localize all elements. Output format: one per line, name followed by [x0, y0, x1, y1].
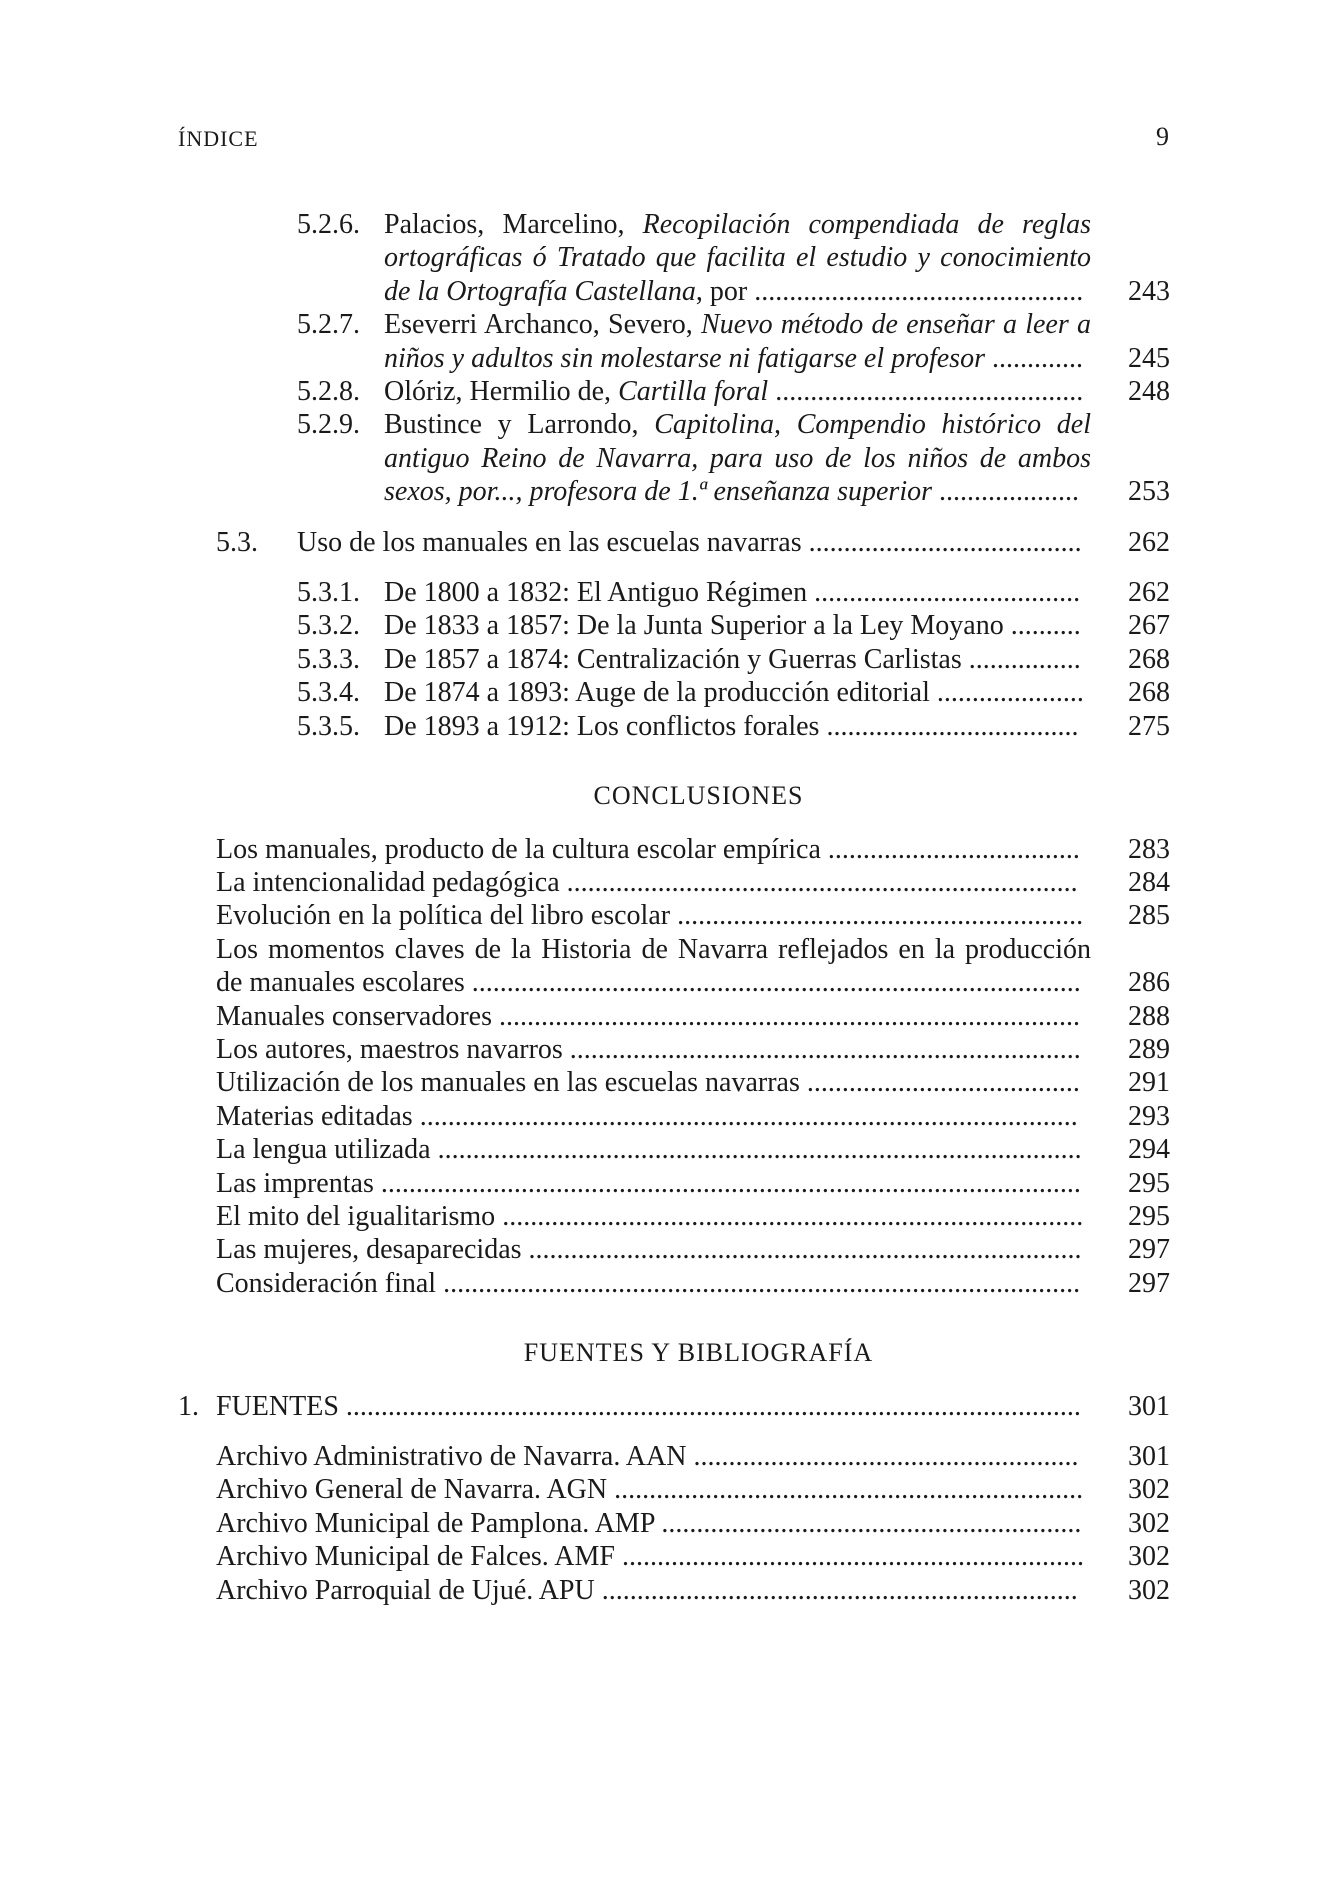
toc-entry[interactable] [0, 1133, 1337, 1166]
entry-title [216, 1473, 1091, 1506]
entry-page-number: 243 [1128, 275, 1170, 307]
leader-dots: ....................................... [801, 526, 1082, 558]
entry-page-number: 291 [1128, 1067, 1170, 1099]
toc-entry[interactable] [0, 899, 1337, 932]
entry-title [384, 576, 1091, 609]
entry-page-number: 302 [1128, 1541, 1170, 1573]
entry-title [384, 375, 1091, 408]
entry-title-text: El mito del igualitarismo [216, 1200, 496, 1232]
entry-title [216, 866, 1091, 899]
entry-title [216, 1033, 1091, 1066]
toc-entry[interactable] [0, 408, 1337, 508]
toc-entry[interactable] [0, 1066, 1337, 1099]
entry-title-text: Las imprentas [216, 1167, 374, 1199]
entry-title-text: Utilización de los manuales en las escuelas navarras [216, 1067, 800, 1099]
entry-title-text: De 1874 a 1893: Auge de la producción editorial [384, 677, 930, 709]
entry-page-number: 284 [1128, 866, 1170, 898]
table-of-contents [0, 208, 1337, 1607]
toc-entry[interactable] [0, 1390, 1337, 1423]
entry-page-number: 253 [1128, 476, 1170, 508]
entry-title-text: Palacios, Marcelino, [384, 209, 643, 240]
entry-title-text: Archivo Municipal de Pamplona. AMP [216, 1507, 655, 1539]
leader-dots: ........................................................................................... [436, 1267, 1081, 1299]
toc-entry[interactable] [0, 1000, 1337, 1033]
entry-title-text: De 1857 a 1874: Centralización y Guerras Carlistas [384, 643, 962, 675]
leader-dots: ...................................... [807, 577, 1081, 609]
entry-title-text: Archivo General de Navarra. AGN [216, 1474, 608, 1506]
entry-number: 5.3.5. [297, 710, 360, 742]
entry-title-text: Uso de los manuales en las escuelas navarras [297, 526, 802, 558]
entry-title [384, 643, 1091, 676]
leader-dots: .................................... [820, 833, 1080, 865]
section-heading-conclusiones: CONCLUSIONES [593, 781, 804, 811]
entry-title [216, 1267, 1091, 1300]
leader-dots: ....................................... [799, 1067, 1080, 1099]
entry-title [384, 710, 1091, 743]
toc-entry[interactable] [0, 1507, 1337, 1540]
toc-entry[interactable] [0, 576, 1337, 609]
toc-entry[interactable] [0, 643, 1337, 676]
entry-title-italic: Cartilla foral [618, 376, 769, 408]
leader-dots: .................................................................................................... [373, 1167, 1081, 1199]
entry-page-number: 245 [1128, 342, 1170, 374]
entry-page-number: 288 [1128, 1000, 1170, 1032]
entry-title-text: Evolución en la política del libro escolar [216, 900, 671, 932]
leader-dots: ..................... [929, 677, 1084, 709]
toc-entry[interactable] [0, 526, 1337, 559]
entry-title [216, 1507, 1091, 1540]
entry-title [216, 1000, 1091, 1033]
entry-page-number: 262 [1128, 577, 1170, 609]
entry-title-text: De 1800 a 1832: El Antiguo Régimen [384, 577, 808, 609]
entry-title [216, 1574, 1091, 1607]
toc-entry[interactable] [0, 308, 1337, 375]
entry-title-text: Olóriz, Hermilio de, [384, 376, 619, 408]
toc-entry[interactable] [0, 1473, 1337, 1506]
entry-page-number: 297 [1128, 1234, 1170, 1266]
entry-title-text: Eseverri Archanco, Severo, [384, 309, 702, 341]
leader-dots: ................................................................... [607, 1474, 1084, 1506]
entry-number: 5.3.1. [297, 577, 360, 609]
entry-title [216, 899, 1091, 932]
entry-title-text: Archivo Parroquial de Ujué. APU [216, 1574, 595, 1606]
entry-page-number: 275 [1128, 710, 1170, 742]
entry-page-number: 301 [1128, 1390, 1170, 1422]
entry-title [216, 1233, 1091, 1266]
entry-number: 5.2.8. [297, 376, 360, 408]
entry-title [384, 609, 1091, 642]
entry-number: 5.2.6. [297, 209, 360, 240]
entry-number: 5.3.4. [297, 677, 360, 709]
entry-title-text: De 1833 a 1857: De la Junta Superior a la Ley Moyano [384, 610, 1004, 642]
toc-entry[interactable] [0, 1200, 1337, 1233]
entry-title-italic: Capitolina, Compendio histórico del antiguo Reino de Navarra, para uso de los niños de ambos sexos, por..., profesora de 1.ª enseñanza superior [384, 409, 1091, 508]
entry-page-number: 302 [1128, 1574, 1170, 1606]
toc-entry[interactable] [0, 1440, 1337, 1473]
toc-entry[interactable] [0, 1033, 1337, 1066]
entry-title-text: La lengua utilizada [216, 1134, 431, 1166]
toc-entry[interactable] [0, 1100, 1337, 1133]
page-number: 9 [1156, 122, 1170, 151]
toc-entry[interactable] [0, 208, 1337, 308]
entry-page-number: 293 [1128, 1100, 1170, 1132]
entry-title [384, 308, 1091, 375]
entry-title-text: Materias editadas [216, 1100, 413, 1132]
entry-title-text: Los manuales, producto de la cultura escolar empírica [216, 833, 821, 865]
leader-dots: ............................................................................................ [430, 1134, 1082, 1166]
entry-page-number: 295 [1128, 1167, 1170, 1199]
toc-entry[interactable] [0, 676, 1337, 709]
leader-dots: ......................................................................................................... [338, 1390, 1081, 1422]
entry-title-text: Las mujeres, desaparecidas [216, 1234, 522, 1266]
entry-page-number: 268 [1128, 677, 1170, 709]
entry-title [216, 1133, 1091, 1166]
entry-title-text: Los momentos claves de la Historia de Navarra reflejados en la producción de manuales escolares [216, 933, 1091, 999]
leader-dots: .......................................................... [670, 900, 1084, 932]
leader-dots: ................................................................................... [495, 1200, 1084, 1232]
leader-dots: ................ [961, 643, 1081, 675]
entry-title [216, 833, 1091, 866]
leader-dots: .................... [932, 476, 1079, 508]
spacer [0, 509, 1337, 526]
toc-entry[interactable] [0, 375, 1337, 408]
entry-page-number: 302 [1128, 1474, 1170, 1506]
entry-number: 1. [178, 1390, 199, 1422]
entry-title [216, 1540, 1091, 1573]
leader-dots: ................................................................................... [492, 1000, 1081, 1032]
entry-title-text: FUENTES [216, 1390, 339, 1422]
entry-title-text: De 1893 a 1912: Los conflictos forales [384, 710, 820, 742]
entry-page-number: 297 [1128, 1267, 1170, 1299]
section-heading-fuentes: FUENTES Y BIBLIOGRAFÍA [523, 1338, 874, 1368]
entry-title-text: La intencionalidad pedagógica [216, 866, 560, 898]
toc-entry[interactable] [0, 866, 1337, 899]
entry-title [216, 1440, 1091, 1473]
entry-page-number: 262 [1128, 526, 1170, 558]
leader-dots: ............................................... [747, 275, 1084, 307]
leader-dots: ....................................................................................... [464, 967, 1081, 999]
toc-entry[interactable] [0, 710, 1337, 743]
entry-number: 5.2.9. [297, 409, 360, 441]
toc-entry[interactable] [0, 833, 1337, 866]
entry-title [384, 208, 1091, 308]
entry-title [216, 1100, 1091, 1133]
entry-title [216, 933, 1091, 1000]
entry-title-text: Archivo Municipal de Falces. AMF [216, 1541, 615, 1573]
entry-page-number: 289 [1128, 1033, 1170, 1065]
entry-page-number: 285 [1128, 900, 1170, 932]
entry-title [216, 1066, 1091, 1099]
toc-entry[interactable] [0, 1233, 1337, 1266]
spacer [0, 1423, 1337, 1440]
leader-dots: .................................................................. [614, 1541, 1084, 1573]
entry-page-number: 268 [1128, 643, 1170, 675]
entry-title-text: , por [695, 275, 748, 307]
leader-dots: .......... [1003, 610, 1081, 642]
toc-entry[interactable] [0, 1167, 1337, 1200]
leader-dots: .................................... [819, 710, 1079, 742]
leader-dots: ............................................................ [654, 1507, 1082, 1539]
toc-entry[interactable] [0, 1540, 1337, 1573]
entry-title [384, 408, 1091, 508]
entry-title-text: Archivo Administrativo de Navarra. AAN [216, 1441, 687, 1472]
toc-entry[interactable] [0, 1267, 1337, 1300]
entry-title-text: Los autores, maestros navarros [216, 1033, 563, 1065]
leader-dots: ......................................................................... [559, 866, 1078, 898]
leader-dots: .................................................................... [594, 1574, 1078, 1606]
entry-page-number: 283 [1128, 833, 1170, 865]
entry-page-number: 295 [1128, 1200, 1170, 1232]
entry-title-text: Manuales conservadores [216, 1000, 493, 1032]
leader-dots: .............................................................................................. [412, 1100, 1078, 1132]
leader-dots: ......................................................................... [562, 1033, 1081, 1065]
entry-title [384, 676, 1091, 709]
entry-page-number: 294 [1128, 1134, 1170, 1166]
entry-title-italic: Recopilación compendiada de reglas ortográficas ó Tratado que facilita el estudio y conocimiento de la Ortografía Castellana [384, 209, 1092, 307]
entry-page-number: 248 [1128, 376, 1170, 408]
entry-page-number: 301 [1128, 1441, 1170, 1472]
entry-title-text: Bustince y Larrondo, [384, 409, 655, 441]
entry-page-number: 302 [1128, 1507, 1170, 1539]
entry-page-number: 267 [1128, 610, 1170, 642]
toc-entry[interactable] [0, 933, 1337, 1000]
entry-title-text: Consideración final [216, 1267, 437, 1299]
entry-number: 5.3. [216, 526, 258, 558]
toc-entry[interactable] [0, 1574, 1337, 1607]
entry-number: 5.3.2. [297, 610, 360, 642]
leader-dots: ............................................................................... [521, 1234, 1082, 1266]
entry-number: 5.3.3. [297, 643, 360, 675]
entry-title [216, 1200, 1091, 1233]
leader-dots: ....................................................... [686, 1441, 1079, 1472]
leader-dots: ............................................ [768, 376, 1084, 408]
entry-number: 5.2.7. [297, 309, 360, 341]
entry-title-italic: Nuevo método de enseñar a leer a niños y adultos sin molestarse ni fatigarse el profesor [384, 309, 1091, 374]
running-head-title: ÍNDICE [178, 126, 259, 151]
entry-title [216, 1167, 1091, 1200]
entry-title [297, 526, 1091, 559]
toc-entry[interactable] [0, 609, 1337, 642]
spacer [0, 559, 1337, 576]
entry-page-number: 286 [1128, 967, 1170, 999]
leader-dots: ............. [984, 342, 1083, 374]
entry-title [216, 1390, 1091, 1423]
